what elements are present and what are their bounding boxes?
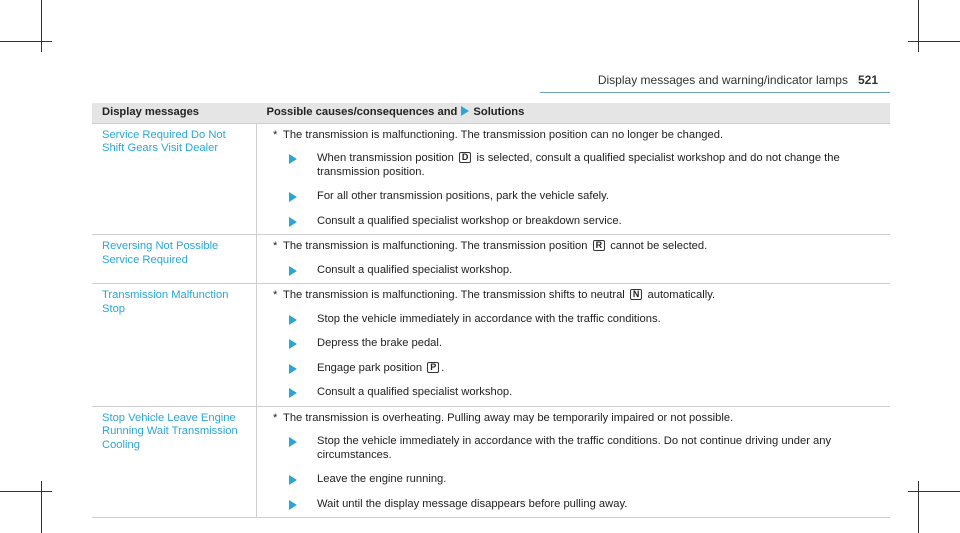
play-arrow-icon bbox=[461, 106, 469, 116]
footnote-marker: * bbox=[273, 240, 278, 252]
cause-label: The transmission is malfunctioning. The transmission shifts to neutral bbox=[283, 289, 625, 301]
step-text: . bbox=[441, 361, 445, 374]
display-message-line: Shift Gears Visit Dealer bbox=[102, 142, 219, 154]
gear-n-key-icon: N bbox=[630, 289, 643, 300]
causes-and-solutions bbox=[257, 123, 891, 235]
display-message-line: Service Required Do Not bbox=[102, 128, 226, 141]
display-message bbox=[92, 284, 257, 407]
cause-label: The transmission is overheating. Pulling away may be temporarily impaired or not possible. bbox=[283, 411, 734, 424]
causes-and-solutions bbox=[257, 284, 891, 407]
page-number: 521 bbox=[857, 73, 878, 87]
solution-step bbox=[289, 190, 880, 204]
solution-step bbox=[289, 498, 880, 512]
table-row bbox=[92, 284, 890, 407]
causes-and-solutions bbox=[257, 406, 891, 518]
crop-mark bbox=[41, 481, 42, 533]
cause-label: cannot be selected. bbox=[610, 240, 708, 252]
crop-mark bbox=[0, 491, 52, 492]
solution-step bbox=[289, 215, 880, 229]
crop-mark bbox=[908, 491, 960, 492]
step-text: Consult a qualified specialist workshop. bbox=[317, 386, 513, 398]
step-text: is selected, consult a qualified specialist workshop and do not change the transmission position. bbox=[317, 152, 840, 178]
step-text: Stop the vehicle immediately in accordance with the traffic conditions. bbox=[317, 312, 661, 325]
play-arrow-icon bbox=[289, 266, 297, 276]
display-message bbox=[92, 235, 257, 284]
header-rule bbox=[540, 92, 890, 93]
gear-d-key-icon: D bbox=[459, 152, 472, 163]
gear-r-key-icon: R bbox=[593, 240, 606, 251]
cause-label: The transmission is malfunctioning. The transmission position bbox=[283, 240, 588, 252]
step-text: Leave the engine running. bbox=[317, 473, 447, 485]
display-message-line: Cooling bbox=[102, 438, 140, 451]
table-row bbox=[92, 123, 890, 235]
gear-p-key-icon: P bbox=[427, 362, 439, 373]
page-header bbox=[598, 73, 878, 87]
table-row bbox=[92, 406, 890, 518]
step-text: When transmission position bbox=[317, 152, 454, 164]
footnote-marker: * bbox=[273, 128, 278, 141]
solution-step bbox=[289, 264, 880, 278]
play-arrow-icon bbox=[289, 217, 297, 227]
column-header-messages: Display messages bbox=[92, 103, 257, 123]
play-arrow-icon bbox=[289, 315, 297, 325]
play-arrow-icon bbox=[289, 388, 297, 398]
display-messages-table bbox=[92, 103, 890, 518]
crop-mark bbox=[41, 0, 42, 52]
footnote-marker: * bbox=[273, 411, 278, 424]
column-header-solutions-label: Solutions bbox=[473, 106, 525, 118]
display-message bbox=[92, 406, 257, 518]
crop-mark bbox=[918, 481, 919, 533]
display-message-line: Service Required bbox=[102, 253, 188, 266]
play-arrow-icon bbox=[289, 192, 297, 202]
step-text: Engage park position bbox=[317, 361, 423, 374]
play-arrow-icon bbox=[289, 339, 297, 349]
table-header-row bbox=[92, 103, 890, 123]
crop-mark bbox=[908, 41, 960, 42]
solution-step bbox=[289, 386, 880, 400]
solution-step bbox=[289, 313, 880, 327]
cause-text bbox=[273, 129, 880, 143]
play-arrow-icon bbox=[289, 500, 297, 510]
cause-label: The transmission is malfunctioning. The transmission position can no longer be changed. bbox=[283, 128, 724, 141]
step-text: Consult a qualified specialist workshop or breakdown service. bbox=[317, 214, 622, 227]
display-message-line: Stop Vehicle Leave Engine bbox=[102, 411, 236, 424]
display-message-line: Running Wait Transmission bbox=[102, 425, 238, 437]
step-text: Wait until the display message disappears before pulling away. bbox=[317, 497, 628, 510]
play-arrow-icon bbox=[289, 437, 297, 447]
causes-and-solutions bbox=[257, 235, 891, 284]
crop-mark bbox=[918, 0, 919, 52]
step-text: Stop the vehicle immediately in accordance with the traffic conditions. Do not continue driving under any circumstances. bbox=[317, 435, 832, 461]
step-text: Consult a qualified specialist workshop. bbox=[317, 263, 513, 276]
solution-step bbox=[289, 362, 880, 376]
step-text: For all other transmission positions, park the vehicle safely. bbox=[317, 190, 610, 202]
step-text: Depress the brake pedal. bbox=[317, 337, 443, 349]
solution-step bbox=[289, 435, 880, 462]
display-message-line: Reversing Not Possible bbox=[102, 240, 219, 252]
play-arrow-icon bbox=[289, 364, 297, 374]
display-message-line: Transmission Malfunction bbox=[102, 289, 229, 301]
solution-step bbox=[289, 337, 880, 351]
column-header-causes-label: Possible causes/consequences and bbox=[266, 106, 458, 118]
footnote-marker: * bbox=[273, 289, 278, 301]
column-header-solutions bbox=[257, 103, 891, 123]
table-row bbox=[92, 235, 890, 284]
cause-label: automatically. bbox=[647, 289, 716, 301]
solution-step bbox=[289, 152, 880, 179]
cause-text bbox=[273, 240, 880, 254]
cause-text bbox=[273, 412, 880, 426]
display-message bbox=[92, 123, 257, 235]
play-arrow-icon bbox=[289, 475, 297, 485]
display-message-line: Stop bbox=[102, 302, 126, 315]
crop-mark bbox=[0, 41, 52, 42]
play-arrow-icon bbox=[289, 154, 297, 164]
page-header-title: Display messages and warning/indicator lamps bbox=[597, 73, 848, 87]
cause-text bbox=[273, 289, 880, 303]
solution-step bbox=[289, 473, 880, 487]
